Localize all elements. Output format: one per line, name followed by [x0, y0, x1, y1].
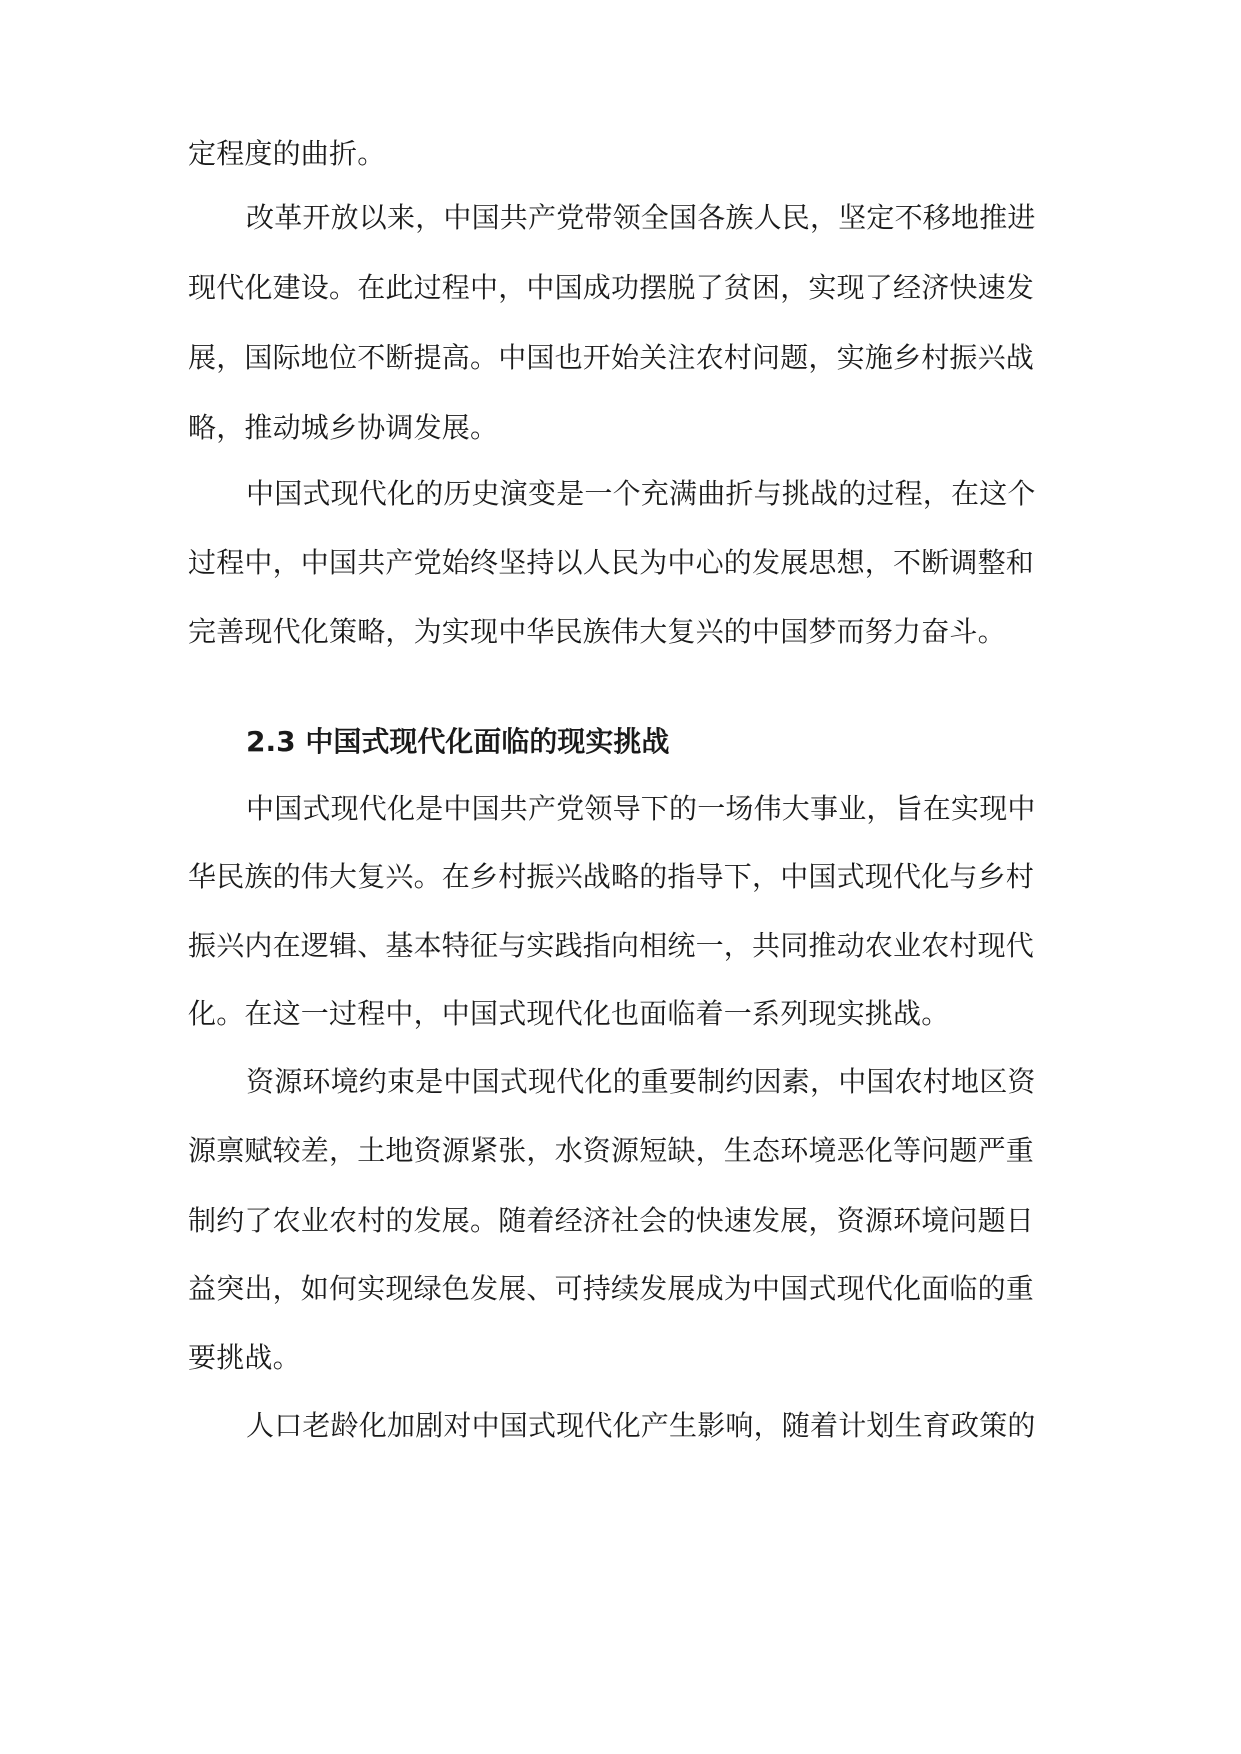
paragraph-line: 振兴内在逻辑、基本特征与实践指向相统一，共同推动农业农村现代: [188, 929, 1035, 962]
paragraph-line: 现代化建设。在此过程中，中国成功摆脱了贫困，实现了经济快速发: [188, 271, 1035, 304]
paragraph-line: 中国式现代化是中国共产党领导下的一场伟大事业，旨在实现中: [246, 792, 1036, 825]
paragraph-line: 益突出，如何实现绿色发展、可持续发展成为中国式现代化面临的重: [188, 1272, 1035, 1305]
paragraph-line: 完善现代化策略，为实现中华民族伟大复兴的中国梦而努力奋斗。: [188, 615, 1006, 648]
paragraph-line: 要挑战。: [188, 1341, 301, 1374]
paragraph-line: 过程中，中国共产党始终坚持以人民为中心的发展思想，不断调整和: [188, 546, 1035, 579]
paragraph-line: 人口老龄化加剧对中国式现代化产生影响，随着计划生育政策的: [246, 1409, 1036, 1442]
paragraph-line: 化。在这一过程中，中国式现代化也面临着一系列现实挑战。: [188, 997, 950, 1030]
paragraph-line: 展，国际地位不断提高。中国也开始关注农村问题，实施乡村振兴战: [188, 341, 1035, 374]
section-heading: 2.3 中国式现代化面临的现实挑战: [246, 725, 670, 758]
paragraph-line: 资源环境约束是中国式现代化的重要制约因素，中国农村地区资: [246, 1065, 1036, 1098]
paragraph-line: 改革开放以来，中国共产党带领全国各族人民，坚定不移地推进: [246, 201, 1036, 234]
paragraph-line: 制约了农业农村的发展。随着经济社会的快速发展，资源环境问题日: [188, 1204, 1035, 1237]
paragraph-line: 中国式现代化的历史演变是一个充满曲折与挑战的过程，在这个: [246, 477, 1036, 510]
paragraph-line: 定程度的曲折。: [188, 137, 386, 170]
paragraph-line: 源禀赋较差，土地资源紧张，水资源短缺，生态环境恶化等问题严重: [188, 1134, 1035, 1167]
paragraph-line: 华民族的伟大复兴。在乡村振兴战略的指导下，中国式现代化与乡村: [188, 860, 1035, 893]
paragraph-line: 略，推动城乡协调发展。: [188, 411, 499, 444]
